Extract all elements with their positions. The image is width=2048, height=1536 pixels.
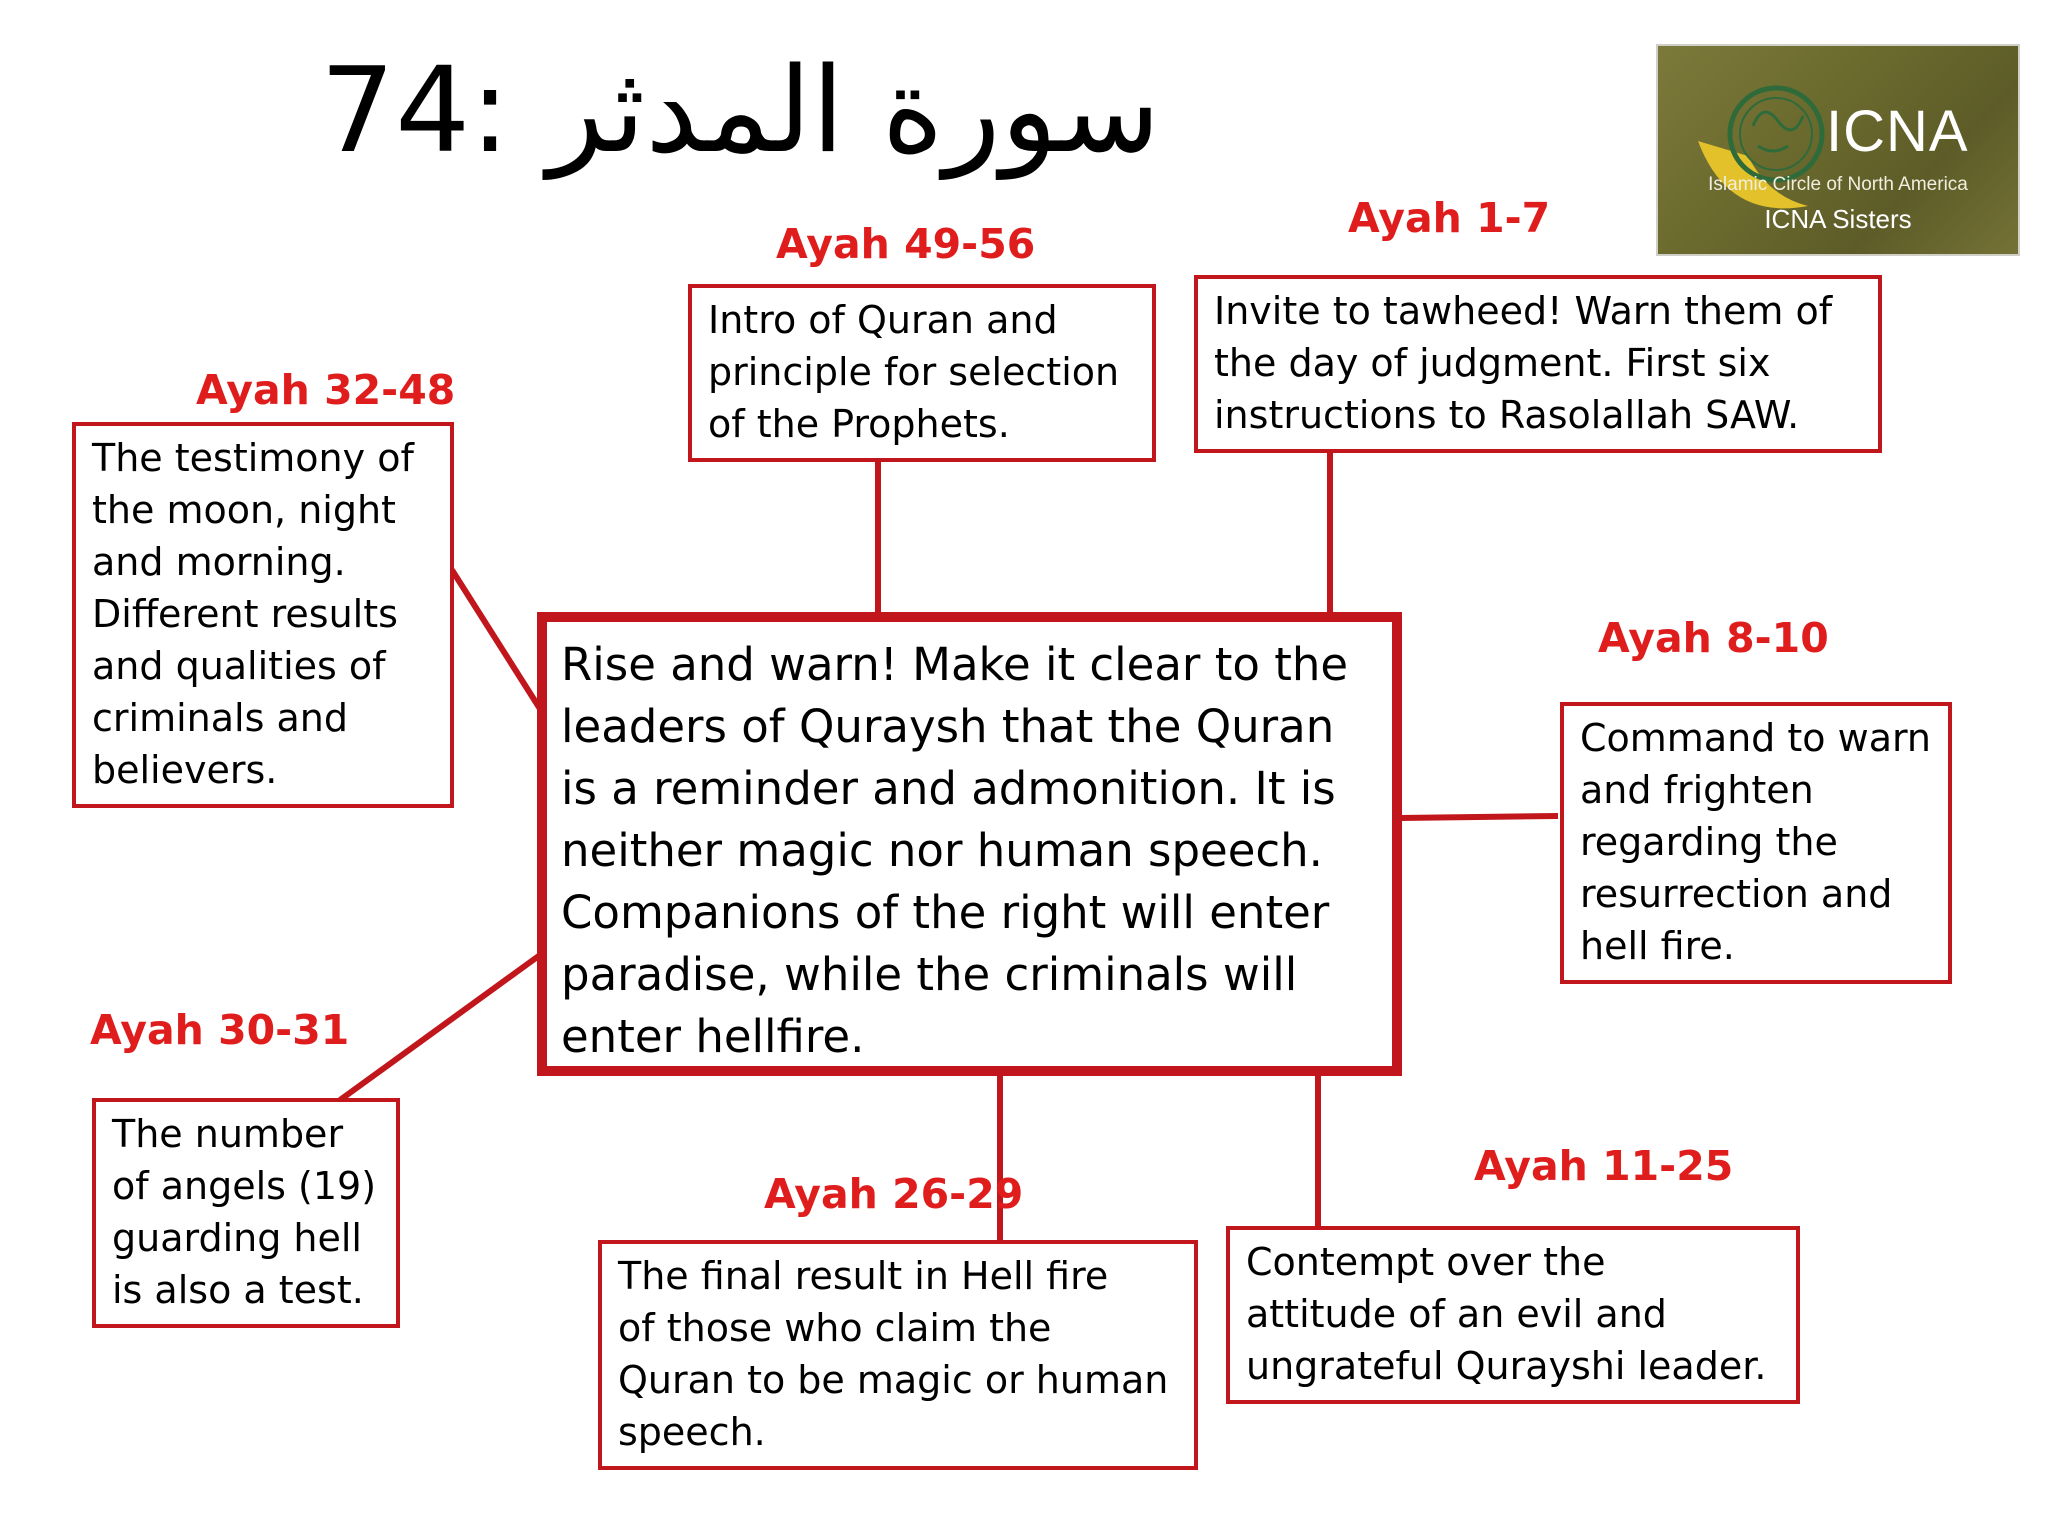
label-ayah-8-10: Ayah 8-10 <box>1598 614 1829 662</box>
box-ayah-26-29 <box>598 1240 1198 1470</box>
text-ayah-26-29: The final result in Hell fire of those who claim the Quran to be magic or human speech. <box>618 1254 1169 1454</box>
box-ayah-11-25 <box>1226 1226 1800 1404</box>
label-ayah-49-56: Ayah 49-56 <box>776 220 1036 268</box>
central-summary-text: Rise and warn! Make it clear to the leaders of Quraysh that the Quran is a reminder and admonition. It is neither magic nor human speech. Companions of the right will enter paradise, while the criminals will enter hellfire. <box>561 638 1349 1063</box>
box-ayah-8-10 <box>1560 702 1952 984</box>
title-number: 74: <box>320 41 510 179</box>
connector-ayah-32-48 <box>452 570 542 712</box>
logo-name: ICNA <box>1826 99 1969 164</box>
text-ayah-1-7: Invite to tawheed! Warn them of the day of judgment. First six instructions to Rasolallah SAW. <box>1214 289 1833 437</box>
box-ayah-32-48 <box>72 422 454 808</box>
box-ayah-30-31 <box>92 1098 400 1328</box>
label-ayah-1-7: Ayah 1-7 <box>1348 194 1551 242</box>
text-ayah-8-10: Command to warn and frighten regarding the resurrection and hell fire. <box>1580 716 1932 968</box>
label-ayah-11-25: Ayah 11-25 <box>1474 1142 1734 1190</box>
title-arabic: سورة المدثر <box>547 41 1161 179</box>
label-ayah-32-48: Ayah 32-48 <box>196 366 456 414</box>
central-summary-box <box>537 612 1402 1076</box>
connector-ayah-30-31 <box>340 955 540 1100</box>
text-ayah-32-48: The testimony of the moon, night and morning. Different results and qualities of criminals and believers. <box>92 436 414 792</box>
box-ayah-1-7 <box>1194 275 1882 453</box>
text-ayah-11-25: Contempt over the attitude of an evil and ungrateful Qurayshi leader. <box>1246 1240 1767 1388</box>
connector-ayah-8-10 <box>1400 816 1558 818</box>
logo-tagline: Islamic Circle of North America <box>1708 174 1968 195</box>
text-ayah-30-31: The number of angels (19) guarding hell is also a test. <box>112 1112 377 1312</box>
logo-subtitle: ICNA Sisters <box>1764 204 1912 234</box>
label-ayah-30-31: Ayah 30-31 <box>90 1006 350 1054</box>
label-ayah-26-29: Ayah 26-29 <box>764 1170 1024 1218</box>
text-ayah-49-56: Intro of Quran and principle for selection of the Prophets. <box>708 298 1120 446</box>
box-ayah-49-56 <box>688 284 1156 462</box>
